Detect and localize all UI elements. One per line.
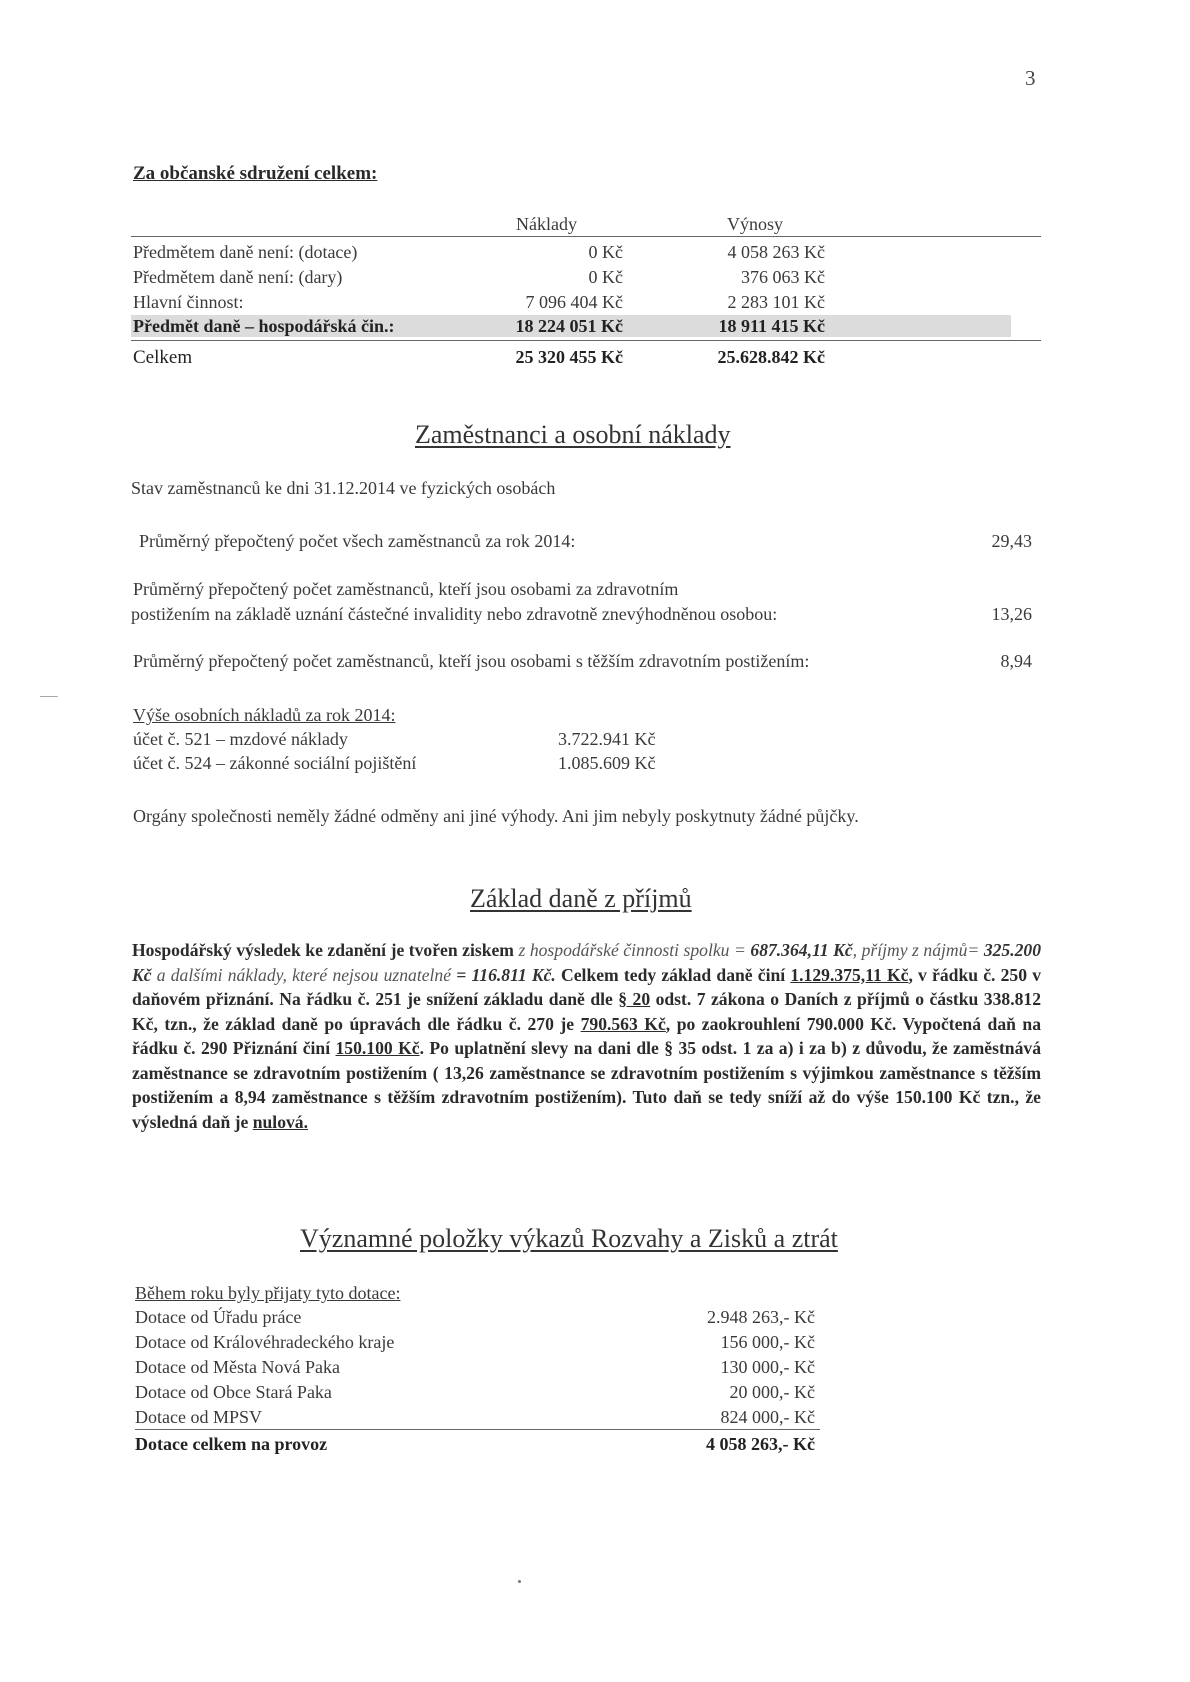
para-text: Hospodářský výsledek ke zdanění je tvořen ziskem <box>132 940 519 960</box>
scan-dot <box>518 1580 521 1583</box>
para-text: odst. 7 zákona o Daních z příjmů o částku 338.812 Kč, tzn., že základ daně po úpravách dle řádku č. 270 je <box>132 989 1041 1034</box>
subsidies-total-label: Dotace celkem na provoz <box>135 1434 328 1454</box>
para-text: , v řádku č. 250 v daňovém přiznání. Na řádku č. 251 je snížení základu daně dle <box>132 964 1042 1009</box>
subsidy-label: Dotace od Královéhradeckého kraje <box>135 1332 395 1352</box>
account-524-label: účet č. 524 – zákonné sociální pojištění <box>133 753 417 773</box>
row-costs: 25 320 455 Kč <box>515 347 623 367</box>
section4-title: Významné položky výkazů Rozvahy a Zisků a ztrát <box>300 1224 838 1253</box>
subsidies-total-rule <box>135 1429 820 1430</box>
row-revenues: 25.628.842 Kč <box>717 347 825 367</box>
para-underlined: 790.563 Kč <box>580 1013 666 1034</box>
row-revenues: 18 911 415 Kč <box>718 316 825 336</box>
subsidy-label: Dotace od Města Nová Paka <box>135 1357 340 1377</box>
avg-all-value: 29,43 <box>991 531 1032 551</box>
row-label: Hlavní činnost: <box>133 292 244 312</box>
para-italic: a <box>151 964 171 985</box>
personal-costs-heading: Výše osobních nákladů za rok 2014: <box>133 705 396 725</box>
row-label: Předmětem daně není: (dotace) <box>133 242 358 262</box>
account-521-value: 3.722.941 Kč <box>558 729 656 749</box>
row-revenues: 376 063 Kč <box>741 267 825 287</box>
row-label: Předmět daně – hospodářská čin.: <box>133 316 395 336</box>
table-header-rule <box>131 236 1041 237</box>
para-underlined: 150.100 Kč <box>335 1038 420 1058</box>
para-italic: dalšími náklady, které nejsou uznatelné <box>170 964 452 985</box>
section1-heading: Za občanské sdružení celkem: <box>133 163 378 184</box>
subsidy-value: 20 000,- Kč <box>729 1382 815 1402</box>
para-italic: příjmy z nájmů <box>861 940 968 960</box>
row-costs: 0 Kč <box>588 267 623 287</box>
para-underlined: nulová. <box>252 1111 308 1132</box>
subsidy-value: 130 000,- Kč <box>720 1357 815 1377</box>
account-524-value: 1.085.609 Kč <box>558 753 656 773</box>
avg-severe-value: 8,94 <box>1000 651 1032 671</box>
account-521-label: účet č. 521 – mzdové náklady <box>133 729 348 749</box>
row-costs: 18 224 051 Kč <box>515 316 623 336</box>
tax-base-paragraph <box>132 938 1041 1134</box>
subsidy-value: 2.948 263,- Kč <box>707 1307 815 1327</box>
subsidy-label: Dotace od MPSV <box>135 1407 262 1427</box>
avg-disabled-line2: postižením na základě uznání částečné invalidity nebo zdravotně znevýhodněnou osobou: <box>131 604 778 624</box>
scan-mark <box>40 696 58 697</box>
row-label: Předmětem daně není: (dary) <box>133 267 343 287</box>
para-amount: 325.200 Kč <box>132 940 1041 985</box>
total-rule <box>131 340 1041 341</box>
row-costs: 0 Kč <box>588 242 623 262</box>
section2-title: Zaměstnanci a osobní náklady <box>415 420 731 449</box>
page-number: 3 <box>1025 66 1036 90</box>
para-underlined: 1.129.375,11 Kč <box>790 964 909 985</box>
avg-disabled-line1: Průměrný přepočtený počet zaměstnanců, kteří jsou osobami za zdravotním <box>133 579 679 599</box>
para-italic: = <box>729 940 751 960</box>
col-header-revenues: Výnosy <box>727 214 784 234</box>
subsidy-value: 156 000,- Kč <box>720 1332 815 1352</box>
para-text: Celkem tedy základ daně činí <box>555 964 791 985</box>
para-italic: = <box>967 940 984 960</box>
row-revenues: 4 058 263 Kč <box>727 242 825 262</box>
para-amount: 116.811 Kč. <box>471 964 556 985</box>
para-amount: 687.364,11 Kč <box>750 940 853 960</box>
subsidies-heading: Během roku byly přijaty tyto dotace: <box>135 1283 401 1303</box>
subsidy-value: 824 000,- Kč <box>720 1407 815 1427</box>
section3-title: Základ daně z příjmů <box>470 884 692 913</box>
para-text: . Po uplatnění slevy na dani dle § 35 odst. 1 za a) i za b) z důvodu, že zaměstnává zaměstnance se zdravotním postižením ( 13,26 zaměstnance se zdravotním postižením s výjimkou zaměstnance s těžším postižením a 8,94 zaměstnance s těžším zdravotním postižením). Tuto daň se tedy sníží až do výše 150.100 Kč tzn., že výsledná daň je <box>132 1038 1041 1132</box>
subsidy-label: Dotace od Obce Stará Paka <box>135 1382 332 1402</box>
row-costs: 7 096 404 Kč <box>525 292 623 312</box>
subsidies-total-value: 4 058 263,- Kč <box>706 1434 815 1454</box>
avg-all-label: Průměrný přepočtený počet všech zaměstnanců za rok 2014: <box>139 531 576 551</box>
row-label: Celkem <box>133 347 193 368</box>
organs-note: Orgány společnosti neměly žádné odměny ani jiné výhody. Ani jim nebyly poskytnuty žádné půjčky. <box>133 806 859 826</box>
employee-status-line: Stav zaměstnanců ke dni 31.12.2014 ve fyzických osobách <box>131 478 556 498</box>
avg-severe-label: Průměrný přepočtený počet zaměstnanců, kteří jsou osobami s těžším zdravotním postižením: <box>133 651 810 671</box>
subsidy-label: Dotace od Úřadu práce <box>135 1307 302 1327</box>
para-italic: , <box>852 940 862 960</box>
para-underlined: § 20 <box>618 989 651 1009</box>
col-header-costs: Náklady <box>516 214 577 234</box>
para-text: , po zaokrouhlení 790.000 Kč. Vypočtená daň na řádku č. 290 Přiznání činí <box>132 1013 1041 1058</box>
row-revenues: 2 283 101 Kč <box>727 292 825 312</box>
para-amount: = <box>451 964 472 985</box>
para-italic: z hospodářské činnosti spolku <box>518 940 730 960</box>
avg-disabled-value: 13,26 <box>991 604 1032 624</box>
